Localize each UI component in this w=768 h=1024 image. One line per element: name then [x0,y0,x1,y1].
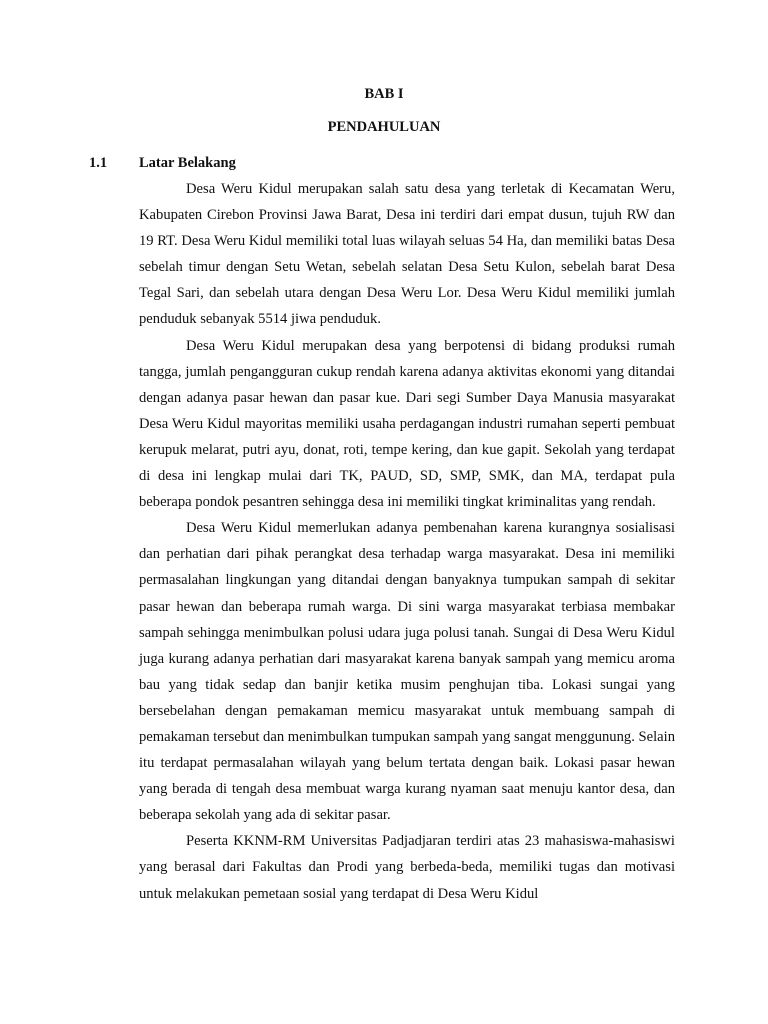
paragraph-4: Peserta KKNM-RM Universitas Padjadjaran terdiri atas 23 mahasiswa-mahasiswi yang berasal dari Fakultas dan Prodi yang berbeda-beda, memiliki tugas dan motivasi untuk melakukan pemetaan sosial yang terdapat di Desa Weru Kidul [139,833,675,902]
section-number: 1.1 [89,155,108,171]
paragraph-3: Desa Weru Kidul memerlukan adanya pembenahan karena kurangnya sosialisasi dan perhatian dari pihak perangkat desa terhadap warga masyarakat. Desa ini memiliki permasalahan lingkungan yang ditandai dengan banyaknya tumpukan sampah di sekitar pasar hewan dan beberapa rumah warga. Di sini warga masyarakat terbiasa membakar sampah sehingga menimbulkan polusi udara juga polusi tanah. Sungai di Desa Weru Kidul juga kurang adanya perhatian dari masyarakat karena banyak sampah yang memicu aroma bau yang tidak sedap dan banjir ketika musim penghujan tiba. Lokasi sungai yang bersebelahan dengan pemakaman memicu masyarakat untuk membuang sampah di pemakaman tersebut dan menimbulkan tumpukan sampah yang sangat menggunung. Selain itu terdapat permasalahan wilayah yang belum tertata dengan baik. Lokasi pasar hewan yang berada di tengah desa membuat warga kurang nyaman saat menuju kantor desa, dan beberapa sekolah yang ada di sekitar pasar. [139,520,675,824]
section-heading [89,155,236,172]
body-text [139,176,675,907]
chapter-number: BAB I [364,86,404,102]
paragraph-2: Desa Weru Kidul merupakan desa yang berpotensi di bidang produksi rumah tangga, jumlah pengangguran cukup rendah karena adanya aktivitas ekonomi yang ditandai dengan adanya pasar hewan dan pasar kue. Dari segi Sumber Daya Manusia masyarakat Desa Weru Kidul mayoritas memiliki usaha perdagangan industri rumahan seperti pembuat kerupuk melarat, putri ayu, donat, roti, tempe kering, dan kue gapit. Sekolah yang terdapat di desa ini lengkap mulai dari TK, PAUD, SD, SMP, SMK, dan MA, terdapat pula beberapa pondok pesantren sehingga desa ini memiliki tingkat kriminalitas yang rendah. [139,337,675,511]
chapter-title: PENDAHULUAN [327,119,441,135]
paragraph-1: Desa Weru Kidul merupakan salah satu desa yang terletak di Kecamatan Weru, Kabupaten Cirebon Provinsi Jawa Barat, Desa ini terdiri dari empat dusun, tujuh RW dan 19 RT. Desa Weru Kidul memiliki total luas wilayah seluas 54 Ha, dan memiliki batas Desa sebelah timur dengan Setu Wetan, sebelah selatan Desa Setu Kulon, sebelah barat Desa Tegal Sari, dan sebelah utara dengan Desa Weru Lor. Desa Weru Kidul memiliki jumlah penduduk sebanyak 5514 jiwa penduduk. [139,181,675,328]
section-title: Latar Belakang [139,155,236,171]
